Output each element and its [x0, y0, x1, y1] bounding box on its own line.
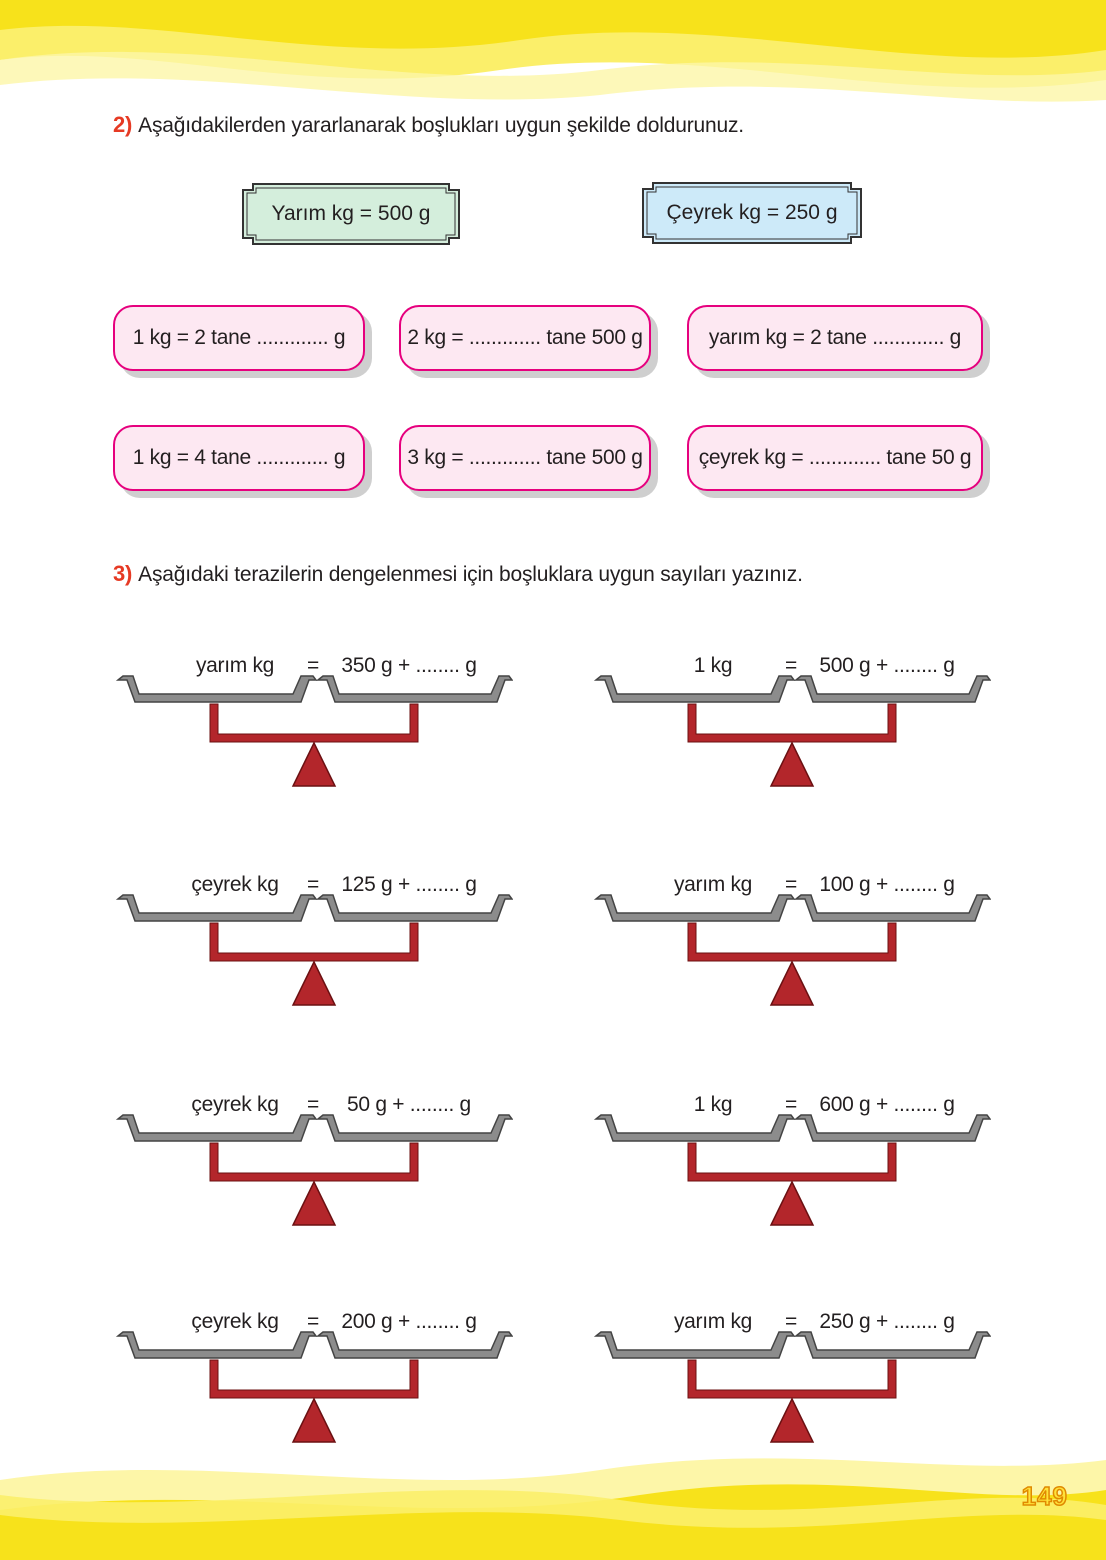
reference-half-kg-text: Yarım kg = 500 g — [271, 202, 431, 225]
scale-left-label: yarım kg — [673, 873, 753, 896]
reference-quarter-kg-text: Çeyrek kg = 250 g — [666, 201, 838, 224]
balance-scale-8 — [591, 1310, 991, 1450]
fill-card-4: 1 kg = 4 tane ............. g — [113, 425, 365, 491]
scale-equals: = — [307, 1093, 319, 1116]
scale-left-label: çeyrek kg — [191, 1093, 279, 1116]
scale-left-label: 1 kg — [693, 654, 733, 677]
scale-right-label: 50 g + ........ g — [347, 1093, 471, 1116]
balance-scale-3 — [113, 873, 513, 1013]
scale-right-label: 200 g + ........ g — [341, 1310, 477, 1333]
fill-card-5: 3 kg = ............. tane 500 g — [399, 425, 651, 491]
reference-box-quarter-kg — [641, 181, 863, 245]
scale-equals: = — [307, 654, 319, 677]
scale-right-label: 100 g + ........ g — [819, 873, 955, 896]
question-3-number: 3) — [113, 561, 133, 586]
balance-scale-1 — [113, 654, 513, 794]
scale-equals: = — [785, 873, 797, 896]
fill-card-3: yarım kg = 2 tane ............. g — [687, 305, 983, 371]
question-2 — [113, 112, 744, 138]
balance-scale-5 — [113, 1093, 513, 1233]
fill-card-6: çeyrek kg = ............. tane 50 g — [687, 425, 983, 491]
balance-scale-2 — [591, 654, 991, 794]
scale-right-label: 600 g + ........ g — [819, 1093, 955, 1116]
balance-scale-6 — [591, 1093, 991, 1233]
scale-left-label: çeyrek kg — [191, 873, 279, 896]
scale-equals: = — [785, 654, 797, 677]
fill-card-1: 1 kg = 2 tane ............. g — [113, 305, 365, 371]
scale-left-label: yarım kg — [195, 654, 275, 677]
scale-equals: = — [785, 1310, 797, 1333]
scale-left-label: 1 kg — [693, 1093, 733, 1116]
reference-box-half-kg — [241, 182, 461, 246]
question-3-text: Aşağıdaki terazilerin dengelenmesi için boşluklara uygun sayıları yazınız. — [138, 563, 803, 586]
bottom-wave-decoration — [0, 1440, 1106, 1560]
balance-scale-4 — [591, 873, 991, 1013]
question-3 — [113, 561, 803, 587]
scale-equals: = — [785, 1093, 797, 1116]
scale-equals: = — [307, 873, 319, 896]
balance-scale-7 — [113, 1310, 513, 1450]
scale-right-label: 350 g + ........ g — [341, 654, 477, 677]
scale-equals: = — [307, 1310, 319, 1333]
scale-right-label: 125 g + ........ g — [341, 873, 477, 896]
page-number: 149 — [1021, 1481, 1068, 1511]
question-2-number: 2) — [113, 112, 133, 137]
scale-right-label: 500 g + ........ g — [819, 654, 955, 677]
scale-left-label: çeyrek kg — [191, 1310, 279, 1333]
fill-card-2: 2 kg = ............. tane 500 g — [399, 305, 651, 371]
scale-left-label: yarım kg — [673, 1310, 753, 1333]
top-wave-decoration — [0, 0, 1106, 110]
question-2-text: Aşağıdakilerden yararlanarak boşlukları uygun şekilde doldurunuz. — [138, 114, 744, 137]
scale-right-label: 250 g + ........ g — [819, 1310, 955, 1333]
